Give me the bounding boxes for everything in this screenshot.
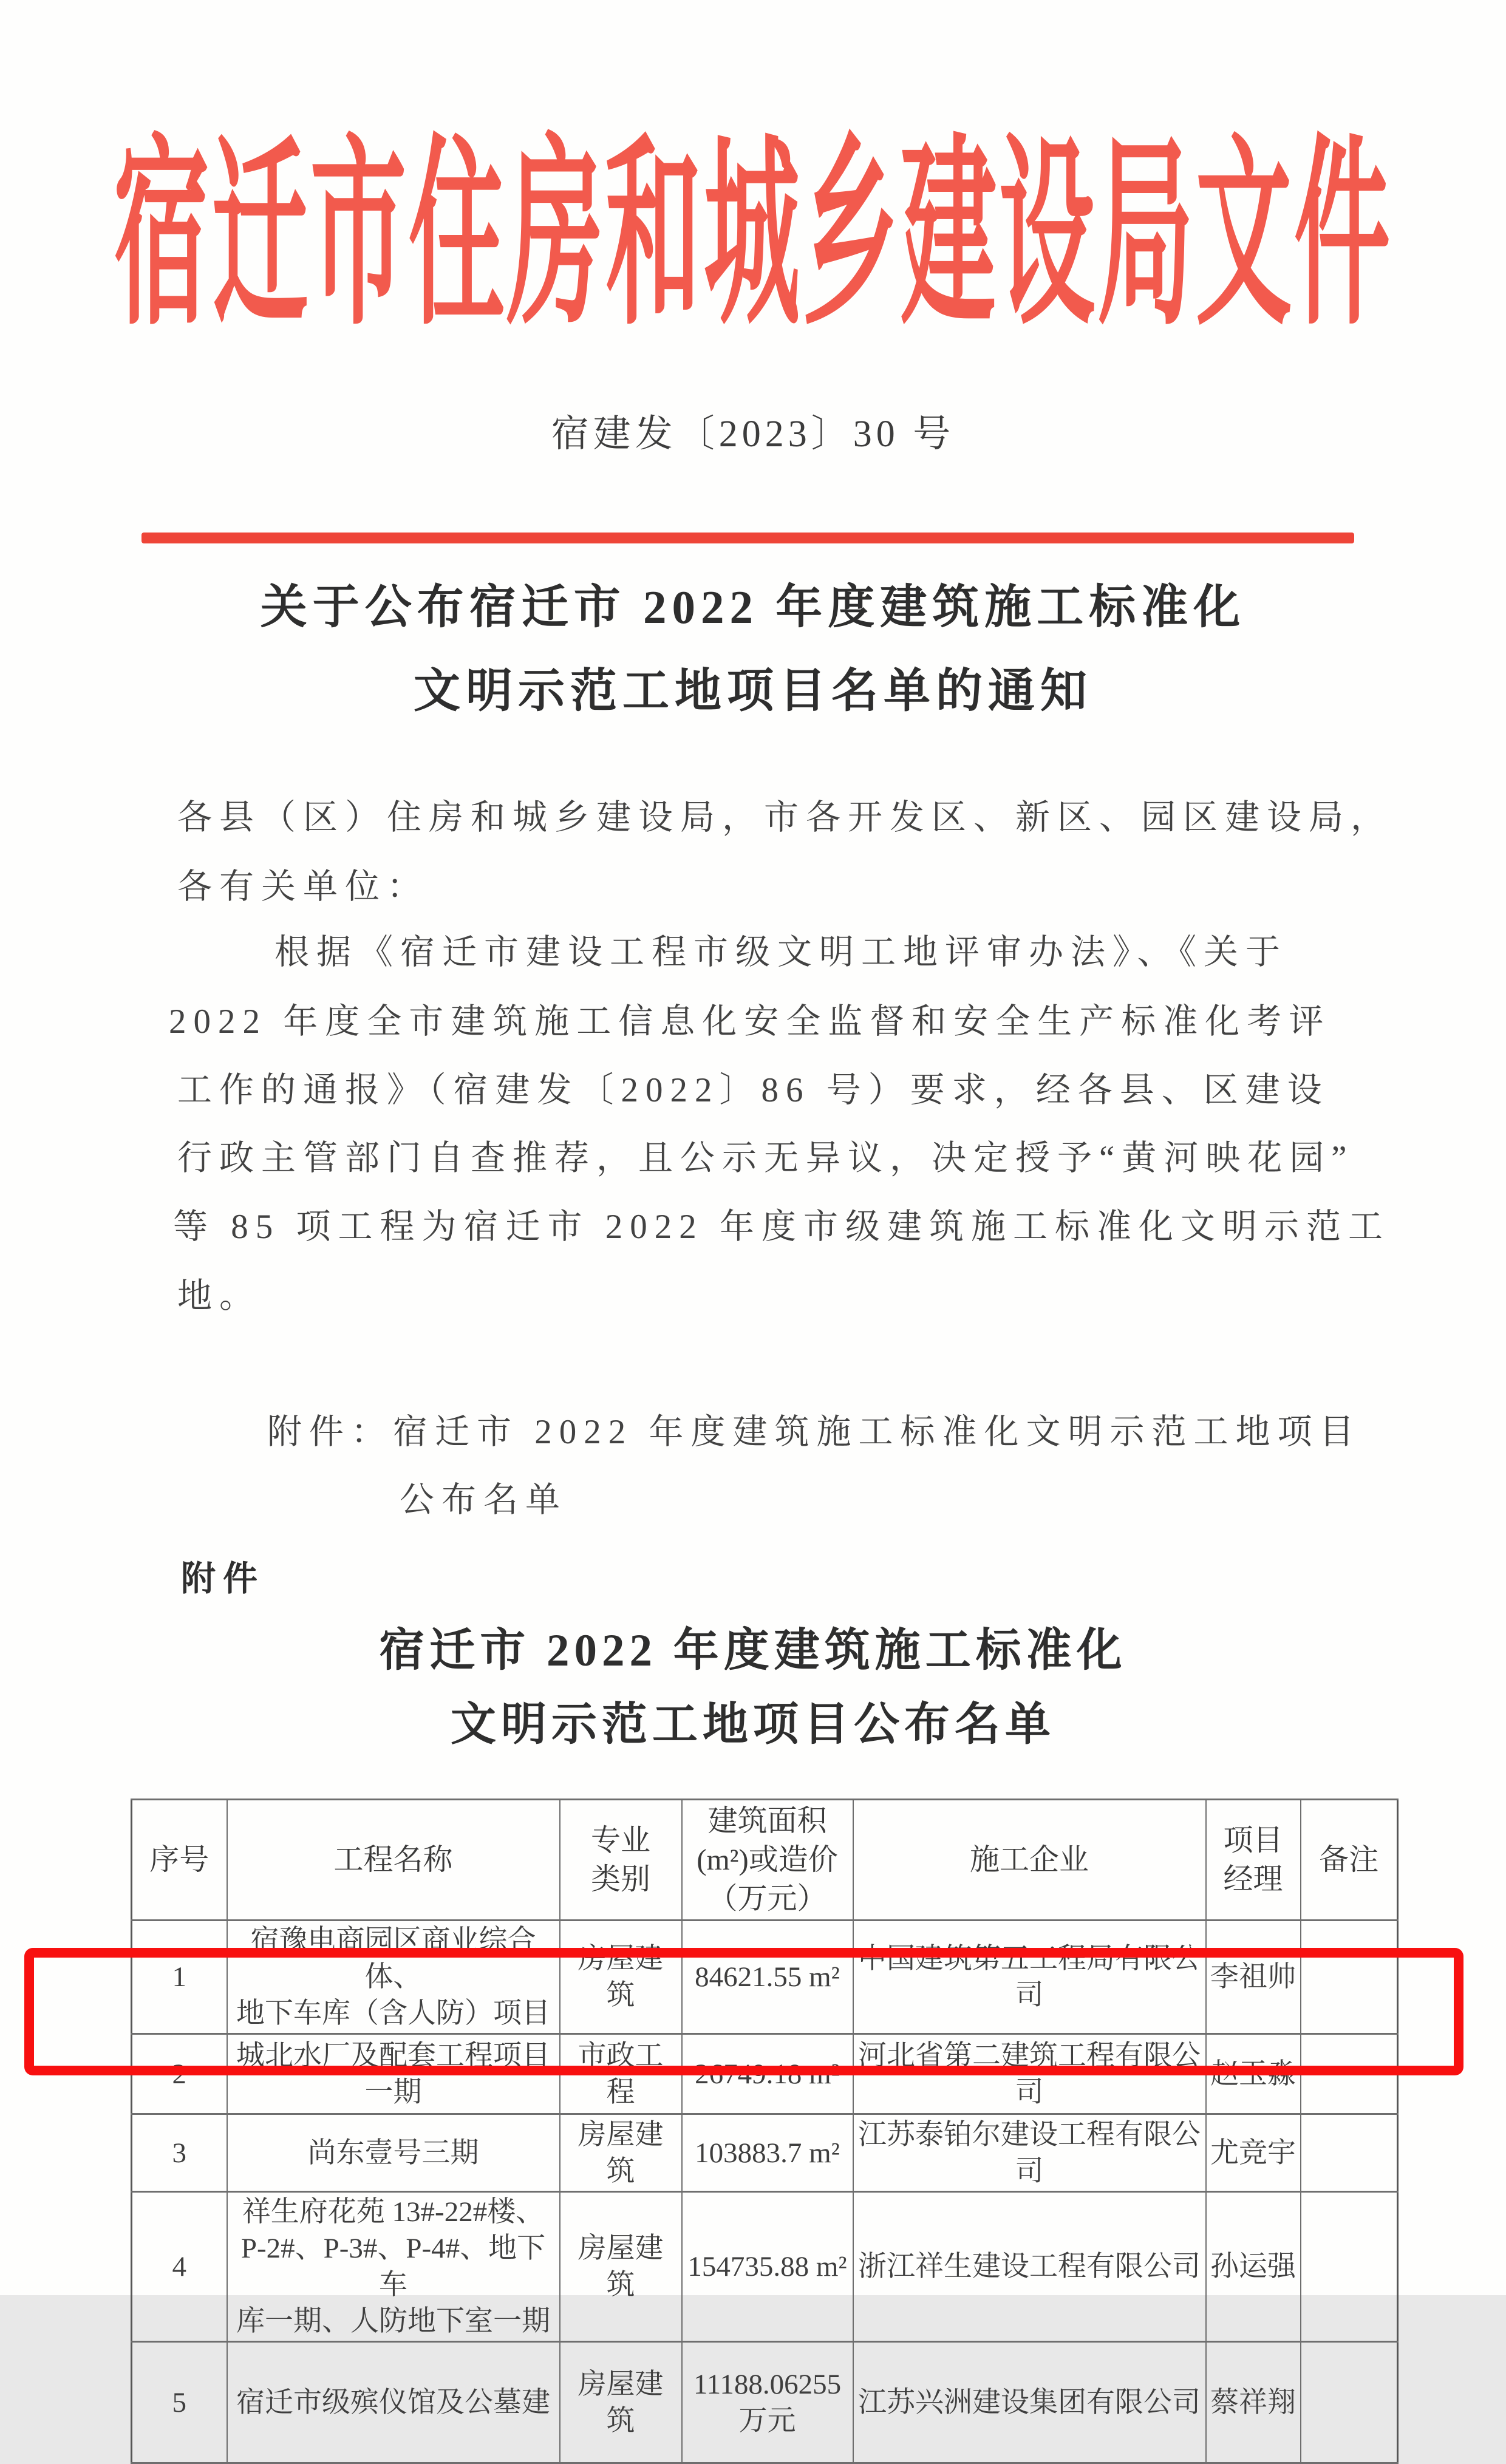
attachment-reference-line-2: 公布名单	[400, 1481, 567, 1519]
project-name-line: 地下车库（含人防）项目	[236, 1998, 550, 2029]
body-line: 工作的通报》（宿建发〔2022〕86 号）要求，经各县、区建设	[177, 1071, 1329, 1109]
attachment-title-line-2: 文明示范工地项目公布名单	[450, 1700, 1055, 1750]
header-note: 备注	[1301, 1800, 1398, 1921]
project-name-cell	[227, 2342, 560, 2463]
project-name-line: 尚东壹号三期	[307, 2137, 479, 2169]
project-name-line: 库一期、人防地下室一期	[236, 2306, 550, 2337]
agency-letterhead-title: 宿迁市住房和城乡建设局文件	[114, 124, 1392, 350]
contractor-line: 中国建筑第五工程局有限公	[858, 1943, 1201, 1975]
body-line: 各有关单位：	[177, 868, 429, 906]
manager-cell: 蔡祥翔	[1206, 2342, 1301, 2463]
header-project-name: 工程名称	[227, 1800, 560, 1921]
area-cell: 103883.7 m²	[682, 2114, 853, 2192]
seq-cell: 1	[132, 1921, 227, 2034]
project-name-line: 宿迁市级殡仪馆及公墓建	[236, 2386, 550, 2418]
project-name-line: 城北水厂及配套工程项目	[236, 2040, 550, 2072]
header-category-line: 类别	[590, 1862, 650, 1896]
attachment-title-line-1: 宿迁市 2022 年度建筑施工标准化	[379, 1625, 1127, 1676]
header-area	[682, 1800, 853, 1921]
table-row	[132, 2114, 1398, 2192]
note-cell	[1301, 1921, 1398, 2034]
contractor-line: 江苏兴洲建设集团有限公司	[858, 2386, 1201, 2418]
table-row	[132, 1921, 1398, 2034]
notice-title-line-2: 文明示范工地项目名单的通知	[414, 665, 1092, 717]
contractor-cell	[853, 2034, 1206, 2114]
note-cell	[1301, 2192, 1398, 2342]
body-line: 根据《宿迁市建设工程市级文明工地评审办法》、《关于	[274, 933, 1287, 972]
manager-cell: 赵玉淼	[1206, 2034, 1301, 2114]
body-line: 行政主管部门自查推荐，且公示无异议，决定授予“黄河映花园”	[177, 1139, 1354, 1177]
document-number: 宿建发〔2023〕30 号	[551, 414, 955, 455]
contractor-line: 江苏泰铂尔建设工程有限公	[858, 2119, 1201, 2151]
area-cell	[682, 2342, 853, 2463]
project-name-cell	[227, 1921, 560, 2034]
table-row	[132, 2342, 1398, 2463]
area-line: 万元	[738, 2404, 796, 2437]
body-line: 等 85 项工程为宿迁市 2022 年度市级建筑施工标准化文明示范工	[173, 1208, 1390, 1246]
table-row-highlighted	[132, 2034, 1398, 2114]
contractor-line: 司	[1015, 1979, 1044, 2011]
area-cell: 84621.55 m²	[682, 1921, 853, 2034]
project-name-line: P-2#、P-3#、P-4#、地下车	[240, 2233, 546, 2301]
body-line: 地。	[177, 1277, 261, 1315]
category-cell: 房屋建筑	[560, 2342, 682, 2463]
project-name-line: 宿豫电商园区商业综合体、	[250, 1925, 536, 1993]
manager-cell: 孙运强	[1206, 2192, 1301, 2342]
seq-cell: 2	[132, 2034, 227, 2114]
seq-cell: 5	[132, 2342, 227, 2463]
note-cell	[1301, 2342, 1398, 2463]
contractor-cell	[853, 1921, 1206, 2034]
category-cell: 市政工程	[560, 2034, 682, 2114]
header-category-line: 专业	[590, 1823, 650, 1857]
note-cell	[1301, 2034, 1398, 2114]
manager-cell: 尤竞宇	[1206, 2114, 1301, 2192]
project-name-line: 祥生府花苑 13#-22#楼、	[242, 2196, 545, 2228]
header-area-line: （万元）	[707, 1882, 827, 1915]
contractor-line: 浙江祥生建设工程有限公司	[858, 2251, 1201, 2282]
header-manager	[1206, 1800, 1301, 1921]
header-manager-line: 经理	[1223, 1862, 1283, 1896]
red-divider-rule	[141, 533, 1354, 543]
contractor-cell	[853, 2114, 1206, 2192]
category-cell: 房屋建筑	[560, 1921, 682, 2034]
body-line: 各县（区）住房和城乡建设局，市各开发区、新区、园区建设局，	[177, 798, 1392, 837]
notice-title-line-1: 关于公布宿迁市 2022 年度建筑施工标准化	[260, 581, 1246, 633]
contractor-cell	[853, 2342, 1206, 2463]
area-cell: 154735.88 m²	[682, 2192, 853, 2342]
attachment-section-label: 附件	[181, 1560, 265, 1598]
header-area-line: 建筑面积	[707, 1804, 827, 1837]
header-contractor: 施工企业	[853, 1800, 1206, 1921]
category-cell: 房屋建筑	[560, 2114, 682, 2192]
seq-cell: 3	[132, 2114, 227, 2192]
contractor-line: 司	[1015, 2076, 1044, 2108]
header-category	[560, 1800, 682, 1921]
body-line: 2022 年度全市建筑施工信息化安全监督和安全生产标准化考评	[169, 1002, 1331, 1041]
area-line: 11188.06255	[693, 2368, 842, 2400]
note-cell	[1301, 2114, 1398, 2192]
project-list-table	[131, 1799, 1399, 2464]
project-name-cell	[227, 2034, 560, 2114]
manager-cell: 李祖帅	[1206, 1921, 1301, 2034]
project-name-line: 一期	[364, 2076, 422, 2108]
header-area-line: (m²)或造价	[697, 1843, 838, 1876]
contractor-cell	[853, 2192, 1206, 2342]
attachment-reference-line-1: 附件：宿迁市 2022 年度建筑施工标准化文明示范工地项目	[267, 1413, 1361, 1451]
header-seq: 序号	[132, 1800, 227, 1921]
table-row	[132, 2192, 1398, 2342]
header-manager-line: 项目	[1223, 1823, 1283, 1857]
contractor-line: 河北省第二建筑工程有限公	[858, 2040, 1201, 2072]
contractor-line: 司	[1015, 2155, 1044, 2187]
table-header-row	[132, 1800, 1398, 1921]
category-cell: 房屋建筑	[560, 2192, 682, 2342]
project-name-cell	[227, 2192, 560, 2342]
seq-cell: 4	[132, 2192, 227, 2342]
area-cell: 26749.18 m²	[682, 2034, 853, 2114]
project-name-cell	[227, 2114, 560, 2192]
